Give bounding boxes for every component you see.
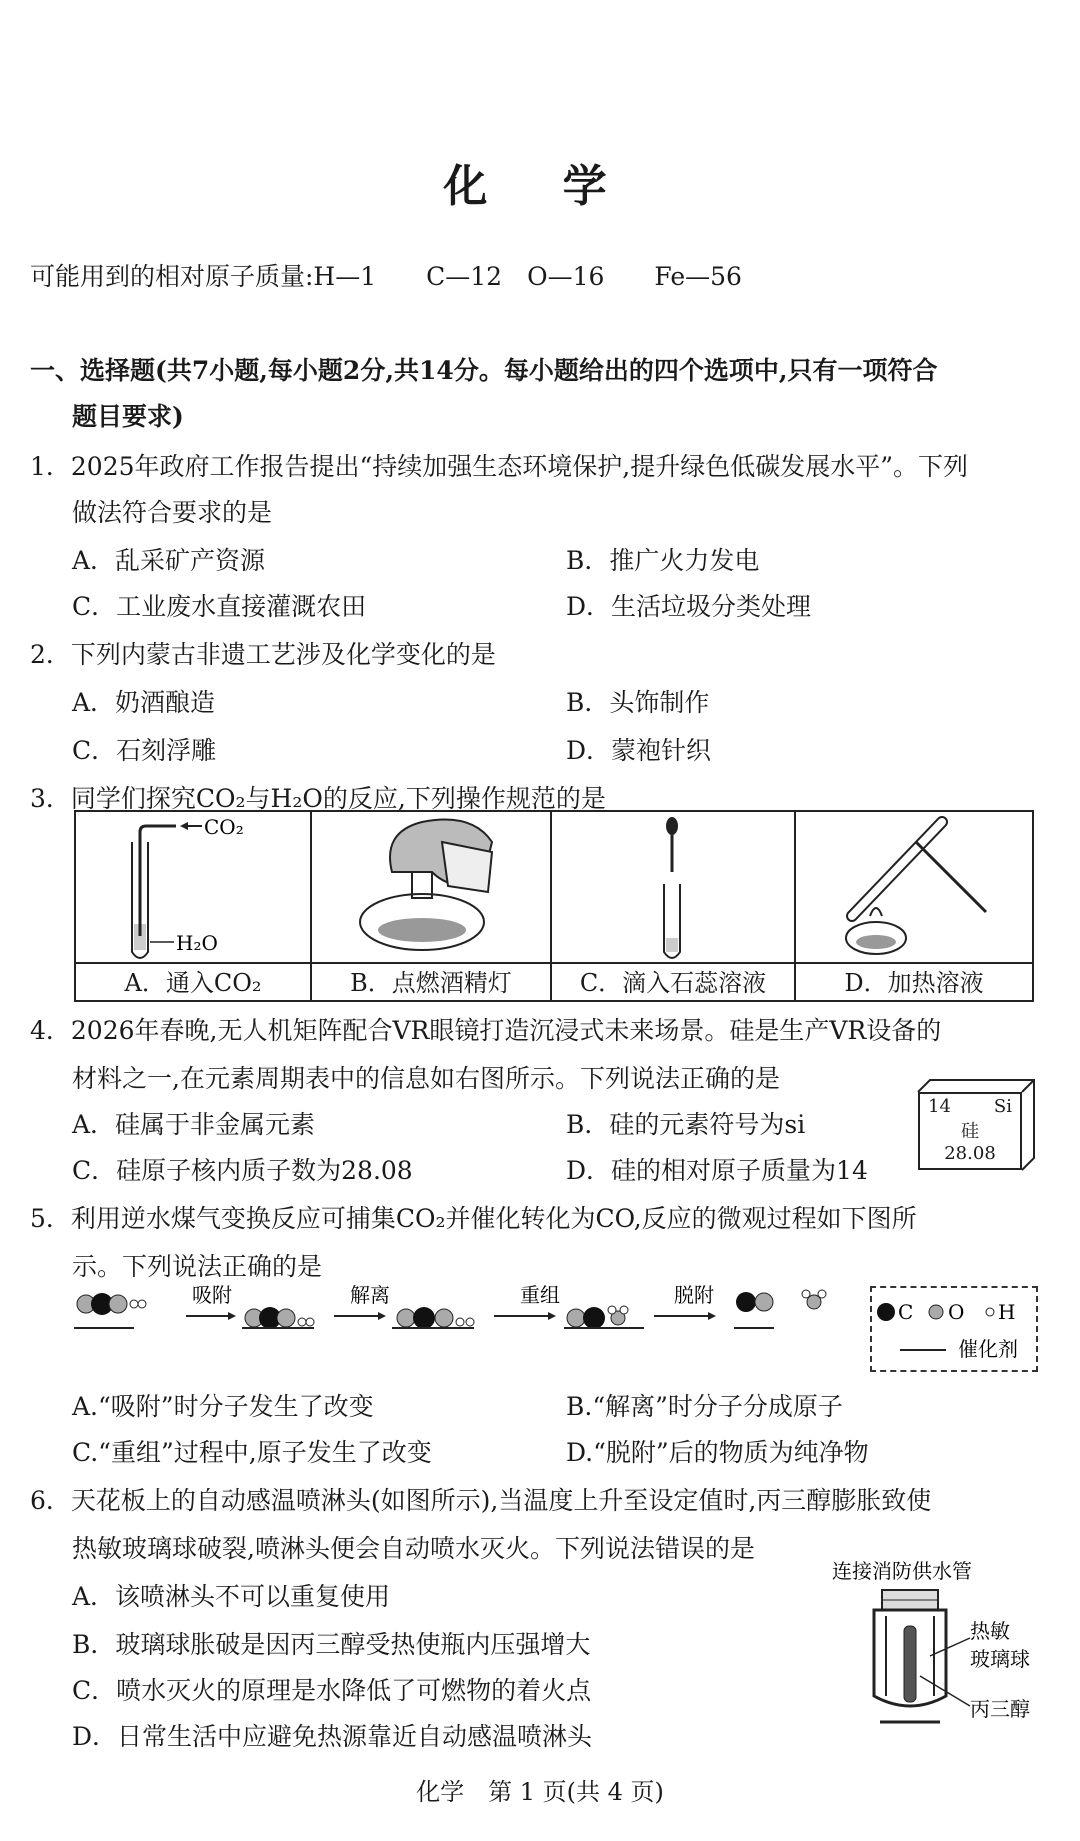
q3-figure-table	[74, 810, 1034, 1002]
q3-stem: 3．同学们探究CO₂与H₂O的反应,下列操作规范的是	[30, 784, 606, 813]
q1-stem: 1．2025年政府工作报告提出“持续加强生态环境保护,提升绿色低碳发展水平”。下列	[30, 452, 969, 481]
q3-figure-c	[552, 812, 796, 962]
q6-option-a: A．该喷淋头不可以重复使用	[72, 1582, 391, 1611]
page-footer: 化学 第 1 页(共 4 页)	[416, 1778, 664, 1806]
q6-stem: 6．天花板上的自动感温喷淋头(如图所示),当温度上升至设定值时,丙三醇膨胀致使	[30, 1486, 932, 1515]
legend-symbols	[872, 1288, 1036, 1370]
q5-legend	[870, 1286, 1038, 1372]
q3-option-a: A．通入CO₂	[76, 962, 312, 1002]
q4-stem-cont: 材料之一,在元素周期表中的信息如右图所示。下列说法正确的是	[72, 1064, 780, 1093]
q1-option-b: B．推广火力发电	[566, 546, 760, 575]
q3-figure-b	[312, 812, 552, 962]
q6-option-b: B．玻璃球胀破是因丙三醇受热使瓶内压强增大	[72, 1630, 591, 1659]
q1-option-c: C．工业废水直接灌溉农田	[72, 592, 367, 621]
q2-stem: 2．下列内蒙古非遗工艺涉及化学变化的是	[30, 640, 496, 669]
q2-option-c: C．石刻浮雕	[72, 736, 217, 765]
step-desorb: 脱附	[674, 1283, 714, 1307]
label-bulb-1: 热敏	[970, 1619, 1010, 1643]
label-co2: CO₂	[204, 815, 244, 839]
legend-o: O	[948, 1300, 965, 1324]
alcohol-lamp-figure	[312, 812, 552, 962]
legend-c: C	[898, 1300, 914, 1324]
step-adsorb: 吸附	[192, 1283, 232, 1307]
step-dissociate: 解离	[350, 1283, 390, 1307]
q5-option-d: D.“脱附”后的物质为纯净物	[566, 1438, 869, 1467]
label-pipe: 连接消防供水管	[832, 1559, 972, 1583]
q4-stem: 4．2026年春晚,无人机矩阵配合VR眼镜打造沉浸式未来场景。硅是生产VR设备的	[30, 1016, 942, 1045]
q1-option-a: A．乱采矿产资源	[72, 546, 266, 575]
heating-figure	[796, 812, 1032, 962]
atomic-mass-line: 可能用到的相对原子质量:H—1 C—12 O—16 Fe—56	[30, 262, 742, 291]
q3-figure-d	[796, 812, 1032, 962]
q4-option-a: A．硅属于非金属元素	[72, 1110, 316, 1139]
q3-option-c: C．滴入石蕊溶液	[552, 962, 796, 1002]
q2-option-a: A．奶酒酿造	[72, 688, 216, 717]
q3-figure-a	[76, 812, 312, 962]
element-name: 硅	[961, 1121, 979, 1142]
q5-option-a: A.“吸附”时分子发生了改变	[72, 1392, 374, 1421]
q5-stem-cont: 示。下列说法正确的是	[72, 1252, 323, 1281]
section-heading-cont: 题目要求)	[72, 402, 184, 431]
q5-stem: 5．利用逆水煤气变换反应可捕集CO₂并催化转化为CO,反应的微观过程如下图所	[30, 1204, 917, 1233]
section-heading: 一、选择题(共7小题,每小题2分,共14分。每小题给出的四个选项中,只有一项符合	[30, 356, 938, 385]
q2-option-b: B．头饰制作	[566, 688, 710, 717]
q4-option-d: D．硅的相对原子质量为14	[566, 1156, 868, 1185]
element-symbol: Si	[993, 1096, 1012, 1117]
page-title: 化 学	[443, 161, 637, 212]
sprinkler-figure	[820, 1556, 1050, 1756]
q6-option-d: D．日常生活中应避免热源靠近自动感温喷淋头	[72, 1722, 593, 1751]
element-tile-3d-edge	[918, 1080, 1038, 1172]
dropper-figure	[552, 812, 796, 962]
label-glycerol: 丙三醇	[970, 1697, 1030, 1721]
q4-option-c: C．硅原子核内质子数为28.08	[72, 1156, 413, 1185]
label-h2o: H₂O	[176, 931, 218, 955]
q1-stem-cont: 做法符合要求的是	[72, 498, 273, 527]
q4-option-b: B．硅的元素符号为si	[566, 1110, 806, 1139]
q6-stem-cont: 热敏玻璃球破裂,喷淋头便会自动喷水灭火。下列说法错误的是	[72, 1534, 755, 1563]
q3-option-b: B．点燃酒精灯	[312, 962, 552, 1002]
q2-option-d: D．蒙袍针织	[566, 736, 712, 765]
q5-option-b: B.“解离”时分子分成原子	[566, 1392, 843, 1421]
legend-catalyst: 催化剂	[958, 1337, 1018, 1361]
q3-option-d: D．加热溶液	[796, 962, 1032, 1002]
test-tube-co2-figure	[76, 812, 312, 962]
label-bulb-2: 玻璃球	[970, 1647, 1030, 1671]
q1-option-d: D．生活垃圾分类处理	[566, 592, 812, 621]
q5-reaction-diagram	[74, 1280, 864, 1350]
q6-option-c: C．喷水灭火的原理是水降低了可燃物的着火点	[72, 1676, 592, 1705]
q5-option-c: C.“重组”过程中,原子发生了改变	[72, 1438, 432, 1467]
legend-h: H	[998, 1300, 1016, 1324]
element-number: 14	[928, 1096, 951, 1117]
element-mass: 28.08	[944, 1143, 996, 1164]
step-recombine: 重组	[520, 1283, 560, 1307]
